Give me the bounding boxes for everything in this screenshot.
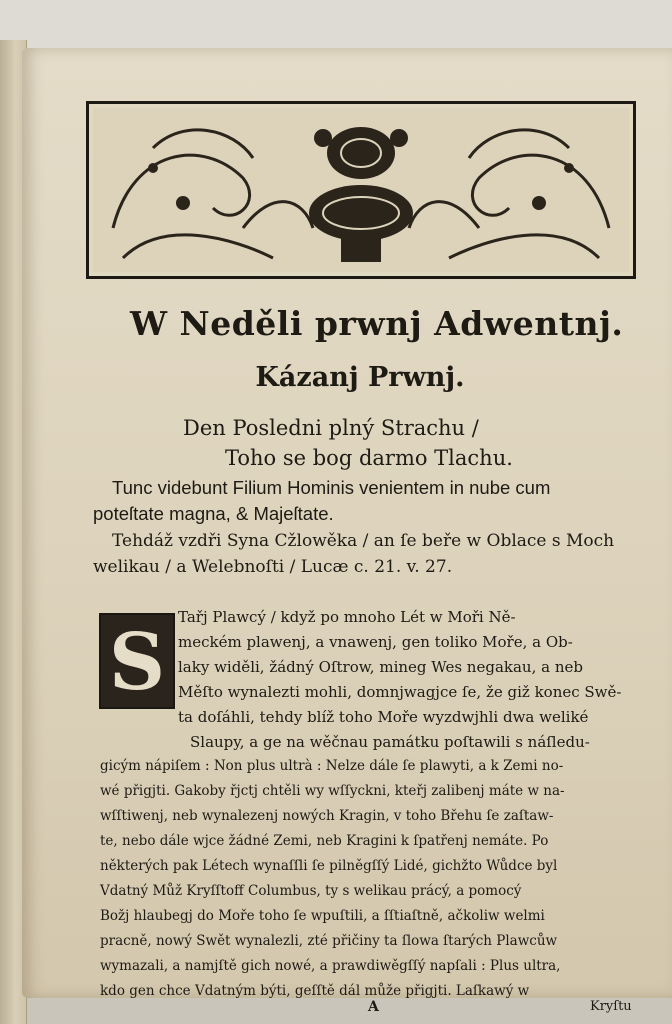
body-text-line: wſſtiwenj, neb wynalezenj nowých Kragin, v toho Břehu ſe zaſtaw- xyxy=(100,808,554,824)
signature-mark: A xyxy=(368,999,379,1015)
body-text-line: Božj hlaubegj do Moře toho ſe wpuſtili, a ſſtiaſtně, ačkoliw welmi xyxy=(100,908,545,924)
motto-line-2: Toho se bog darmo Tlachu. xyxy=(225,446,513,470)
latin-verse-line-1: Tunc videbunt Filium Hominis venientem in nube cum xyxy=(112,477,551,498)
body-text-line: některých pak Létech wynaſſli ſe pilněgſſý Lidé, gichžto Wůdce byl xyxy=(100,858,558,874)
body-text-line: Slaupy, a ge na wěčnau památku poſtawili s náſledu- xyxy=(190,733,590,751)
body-text-line: pracně, nowý Swět wynalezli, zté přičiny ta ſlowa ſtarých Plawcůw xyxy=(100,933,558,949)
body-text-line: ta doſáhli, tehdy blíž toho Moře wyzdwjhli dwa weliké xyxy=(178,708,589,726)
body-text-line: wymazali, a namjſtě gich nowé, a prawdiwěgſſý napſali : Plus ultra, xyxy=(100,958,561,974)
floral-ornament-icon xyxy=(93,108,629,272)
sermon-subtitle: Kázanj Prwnj. xyxy=(255,362,465,393)
motto-line-1: Den Posledni plný Strachu / xyxy=(183,416,479,440)
czech-verse-line-2: welikau / a Welebnoſti / Lucæ c. 21. v. 27. xyxy=(93,557,453,577)
latin-verse-line-2: poteſtate magna, & Majeſtate. xyxy=(93,503,334,524)
body-text-line: gicým nápiſem : Non plus ultrà : Nelze dále ſe plawyti, a k Zemi no- xyxy=(100,758,564,774)
body-text-line: Vdatný Můž Kryſſtoff Columbus, ty s welikau prácý, a pomocý xyxy=(100,883,522,899)
decorated-initial xyxy=(99,613,175,709)
sermon-title: W Neděli prwnj Adwentnj. xyxy=(130,304,624,343)
decorated-initial-letter: S xyxy=(108,617,166,708)
body-text-line: Měſto wynalezti mohli, domnjwagjce ſe, že giž konec Swě- xyxy=(178,683,622,701)
body-text-line: kdo gen chce Vdatným býti, geſſtě dál může přigjti. Laſkawý w xyxy=(100,983,530,999)
ornamental-headpiece xyxy=(86,101,636,279)
body-text-line: laky widěli, žádný Oſtrow, mineg Wes negakau, a neb xyxy=(178,658,583,676)
catchword: Kryſtu xyxy=(590,999,632,1014)
body-text-line: meckém plawenj, a vnawenj, gen toliko Moře, a Ob- xyxy=(178,633,573,651)
body-text-line: te, nebo dále wjce žádné Zemi, neb Kragini k ſpatřenj nemáte. Po xyxy=(100,833,549,849)
body-text-line: wé přigjti. Gakoby řjctj chtěli wy wſſyckni, kteřj zalibenj máte w na- xyxy=(100,783,565,799)
body-text-line: Tařj Plawcý / když po mnoho Lét w Moři Ně- xyxy=(178,608,516,626)
czech-verse-line-1: Tehdáž vzdři Syna Cžlowěka / an ſe beře w Oblace s Moch xyxy=(112,531,615,551)
